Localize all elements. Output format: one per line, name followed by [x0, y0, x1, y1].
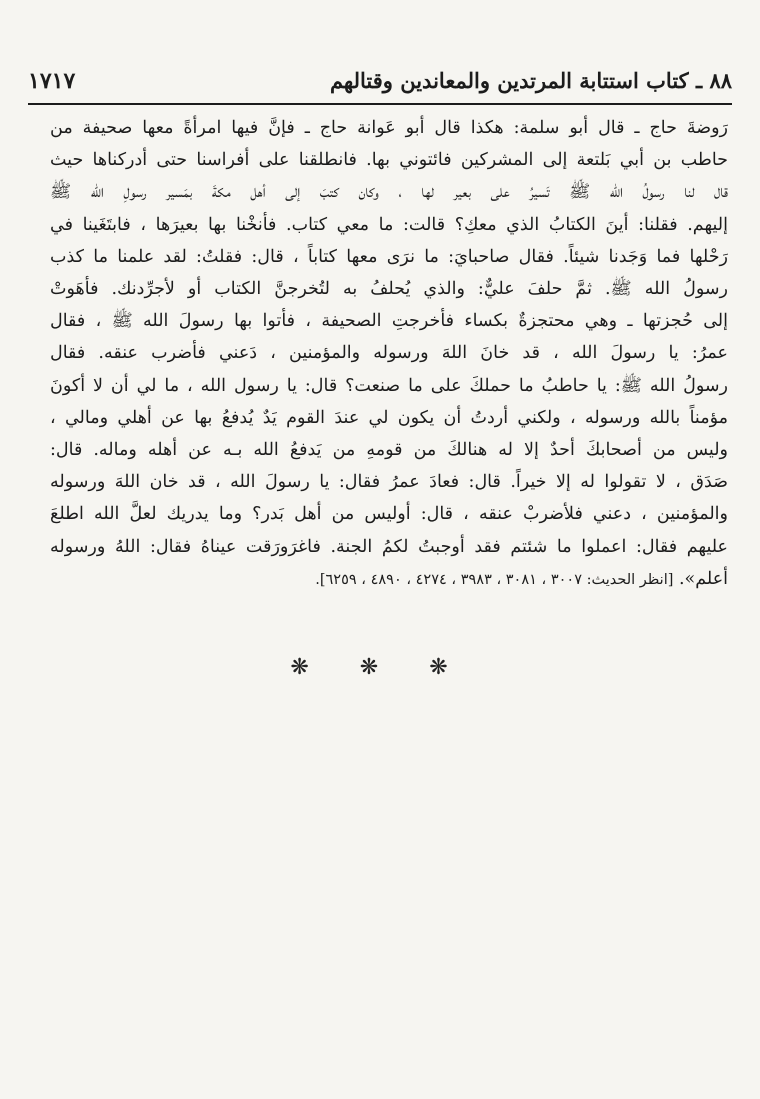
- text-line: حاطب بن أبي بَلتعة إلى المشركين فائتوني بها. فانطلقنا على أفراسنا حتى أدركناها حيث: [50, 150, 728, 171]
- text-line: رسولُ الله ﷺ: يا حاطبُ ما حملكَ على ما صنعت؟ قال: يا رسول الله ، ما لي أن لا أكونَ: [50, 375, 728, 396]
- text-line: قال لنا رسولُ الله ﷺ تَسيرُ على بعير لها ، وكان كتبَ إلى أهل مكةَ بمَسير رسولِ الله ﷺ: [50, 182, 728, 203]
- text-line: عمرُ: يا رسولَ الله ، قد خانَ اللهَ ورسوله والمؤمنين ، دَعني فأضرب عنقه. فقال: [50, 343, 728, 364]
- text-line: إليهم. فقلنا: أينَ الكتابُ الذي معكِ؟ قالت: ما معي كتاب. فأنخْنا بها بعيرَها ، فابتَغَينا في: [50, 214, 728, 235]
- hadith-text: [50, 112, 728, 596]
- text-line: صَدَق ، لا تقولوا له إلا خيراً. قال: فعادَ عمرُ فقال: يا رسولَ الله ، قد خان اللهَ ورسوله: [50, 472, 728, 493]
- section-separator: ❋ ❋ ❋: [290, 655, 470, 680]
- text-line: وليس من أصحابكَ أحدٌ إلا له هنالكَ من قومهِ من يَدفعُ الله بـه عن أهله وماله. قال:: [50, 440, 728, 461]
- text-line: رسولُ الله ﷺ. ثمَّ حلفَ عليٌّ: والذي يُحلفُ به لتُخرجنَّ الكتاب أو لأجرِّدنك. فأهَوتْ: [50, 279, 728, 300]
- text-line: رَوضةَ حاج ـ قال أبو سلمة: هكذا قال أبو عَوانة حاج ـ فإنَّ فيها امرأةً معها صحيفة من: [50, 118, 728, 138]
- cross-reference: [انظر الحديث: ٣٠٠٧ ، ٣٠٨١ ، ٣٩٨٣ ، ٤٢٧٤ ، ٤٨٩٠ ، ٦٢٥٩].: [315, 571, 674, 588]
- header-divider: [28, 103, 732, 105]
- text-line: إلى حُجزتها ـ وهي محتجزةٌ بكساء فأخرجتِ الصحيفة ، فأتوا بها رسولَ الله ﷺ ، فقال: [50, 311, 728, 332]
- text-line: رَحْلها فما وَجَدنا شيئاً. فقال صاحبايَ: ما نرَى معها كتاباً ، قال: فقلتُ: لقد علمنا ما كذب: [50, 246, 728, 267]
- page-number: ١٧١٧: [28, 68, 76, 94]
- chapter-title: ٨٨ ـ كتاب استتابة المرتدين والمعاندين وقتالهم: [329, 68, 732, 93]
- text-line: والمؤمنين ، دعني فلأضربْ عنقه ، قال: أوليس من أهل بَدر؟ وما يدريك لعلَّ الله اطلعَ: [50, 504, 728, 525]
- text-line: عليهم فقال: اعملوا ما شئتم فقد أوجبتُ لكمُ الجنة. فاغرَورَقت عيناهُ فقال: اللهُ ورسوله: [50, 536, 728, 557]
- page-header: [28, 66, 732, 100]
- final-line: [50, 563, 728, 596]
- text-line: مؤمناً بالله ورسوله ، ولكني أردتُ أن يكون لي عندَ القوم يَدٌ يُدفعُ بها عن أهلي ومالي ،: [50, 407, 728, 428]
- closing-text: أعلم».: [678, 568, 728, 589]
